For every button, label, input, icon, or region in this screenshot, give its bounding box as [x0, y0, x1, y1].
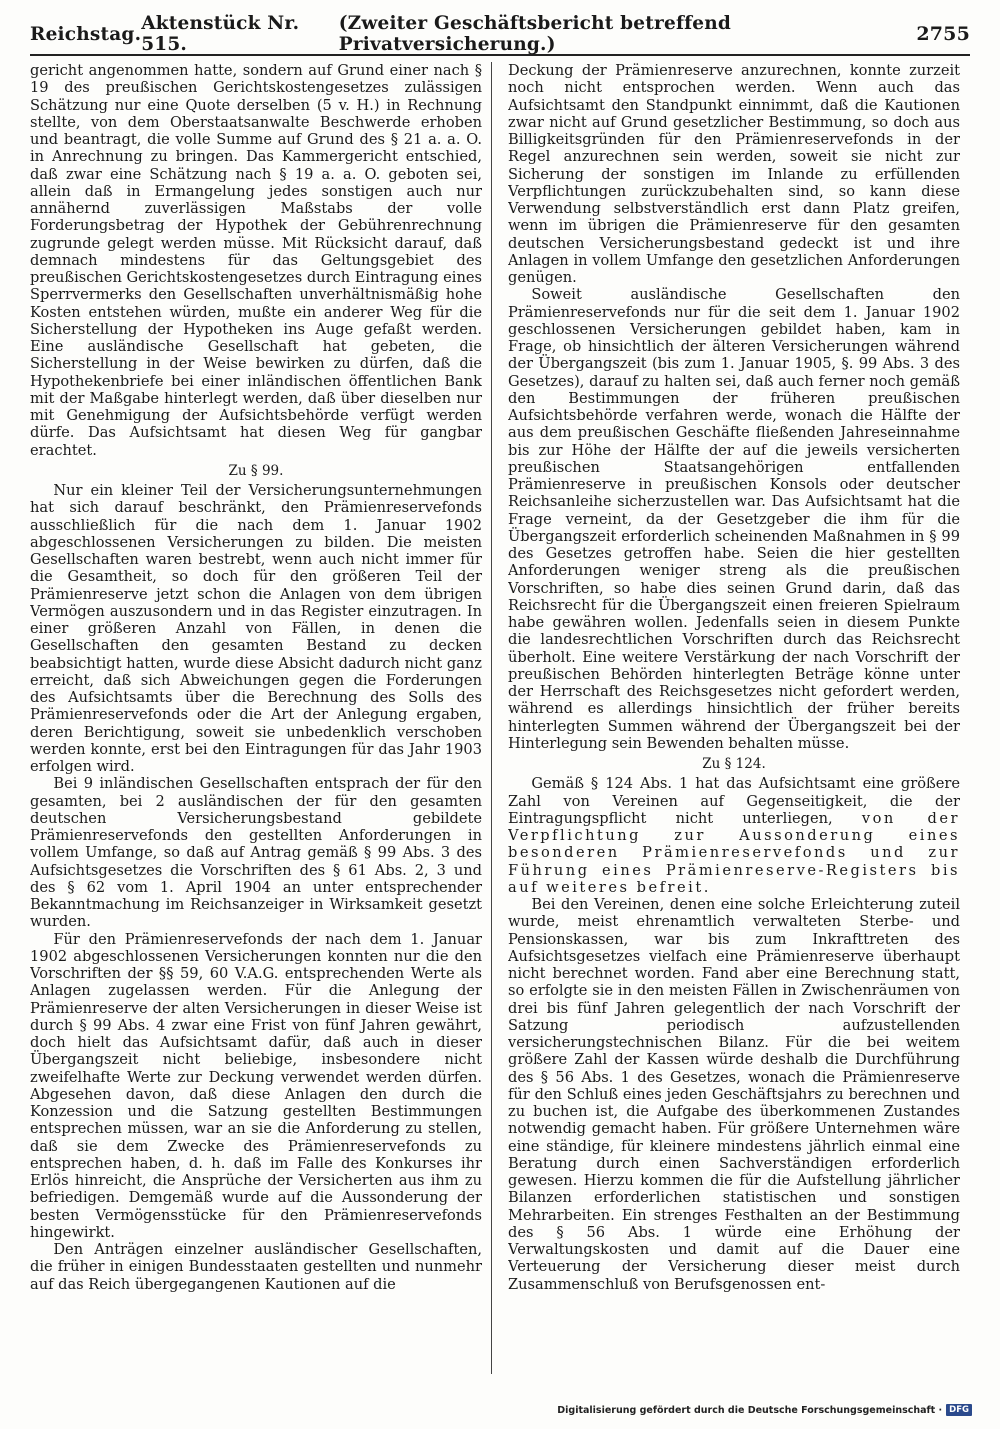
- footer-text: Digitalisierung gefördert durch die Deutsche Forschungsgemeinschaft ·: [557, 1404, 943, 1416]
- page-header: [30, 14, 970, 56]
- section-heading: Zu § 99.: [228, 462, 284, 479]
- page-number: 2755: [916, 23, 970, 45]
- paragraph: gericht angenommen hatte, sondern auf Grund einer nach § 19 des preußischen Gerichtskostengesetzes zulässigen Schätzung nur eine Quote derselben (5 v. H.) in Rechnung stellte, von dem Oberstaatsanwalte Beschwerde erhoben und beantragt, die volle Summe auf Grund des § 21 a. a. O. in Anrechnung zu bringen. Das Kammergericht entschied, daß zwar eine Schätzung nach § 19 a. a. O. geboten sei, allein daß in Ermangelung jedes sonstigen auch nur annähernd zuverlässigen Maßstabs der volle Forderungsbetrag der Hypothek der Gebührenrechnung zugrunde gelegt werden müsse. Mit Rücksicht darauf, daß demnach mindestens für das Geltungsgebiet des preußischen Gerichtskostengesetzes durch Eintragung eines Sperrvermerks den Gesellschaften unverhältnismäßig hohe Kosten entstehen würden, mußte ein anderer Weg für die Sicherstellung der Hypotheken ins Auge gefaßt werden. Eine ausländische Gesellschaft hat gebeten, die Sicherstellung in der Weise bewirken zu dürfen, daß die Hypothekenbriefe bei einer inländischen öffentlichen Bank mit der Maßgabe hinterlegt werden, daß über dieselben nur mit Genehmigung der Aufsichtsbehörde verfügt werden dürfe. Das Aufsichtsamt hat diesen Weg für gangbar erachtet.: [30, 62, 482, 459]
- paragraph: Bei den Vereinen, denen eine solche Erleichterung zuteil wurde, meist ehrenamtlich verwalteten Sterbe- und Pensionskassen, war bis zum Inkrafttreten des Aufsichtsgesetzes vielfach eine Prämienreserve überhaupt nicht berechnet worden. Fand aber eine Berechnung statt, so erfolgte sie in den meisten Fällen in Zwischenräumen von drei bis fünf Jahren gelegentlich der nach Vorschrift der Satzung periodisch aufzustellenden versicherungstechnischen Bilanz. Für die bei weitem größere Zahl der Kassen würde deshalb die Durchführung des § 56 Abs. 1 des Gesetzes, wonach die Prämienreserve für den Schluß eines jeden Geschäftsjahrs zu berechnen und zu buchen ist, die Aufgabe des überkommenen Zustandes notwendig gemacht haben. Für größere Unternehmen wäre eine ständige, für kleinere mindestens jährlich einmal eine Beratung durch einen Sachverständigen erforderlich gewesen. Hierzu kommen die für die Aufstellung jährlicher Bilanzen erforderlichen statistischen und sonstigen Mehrarbeiten. Ein strenges Festhalten an der Bestimmung des § 56 Abs. 1 würde eine Erhöhung der Verwaltungskosten und damit auf die Dauer eine Verteuerung der Versicherung dieser meist durch Zusammenschluß von Berufsgenossen ent-: [508, 896, 960, 1293]
- paragraph: [508, 775, 960, 896]
- section-heading: Zu § 124.: [702, 756, 766, 772]
- left-column: [30, 62, 482, 1374]
- footer-credit: [557, 1402, 972, 1418]
- header-document-number: Aktenstück Nr. 515.: [141, 13, 300, 55]
- paragraph: Den Anträgen einzelner ausländischer Gesellschaften, die früher in einigen Bundesstaaten gestellten und nunmehr auf das Reich übergegangenen Kautionen auf die: [30, 1241, 482, 1293]
- column-divider: [491, 62, 492, 1374]
- paragraph: Für den Prämienreservefonds der nach dem 1. Januar 1902 abgeschlossenen Versicherungen konnten nur die den Vorschriften der §§ 59, 60 V.A.G. entsprechenden Werte als Anlagen zugelassen werden. Für die Anlegung der Prämienreserve der alten Versicherungen in dieser Weise ist durch § 99 Abs. 4 zwar eine Frist von fünf Jahren gewährt, doch hielt das Aufsichtsamt dafür, daß auch in dieser Übergangszeit nicht beliebige, insbesondere nicht zweifelhafte Werte zur Deckung verwendet werden dürfen. Abgesehen davon, daß diese Anlagen den durch die Konzession und die Satzung gestellten Bestimmungen entsprechen müssen, war an sie die Anforderung zu stellen, daß sie dem Zwecke des Prämienreservefonds zu entsprechen haben, d. h. daß im Falle des Konkurses ihr Erlös hinreicht, die Ansprüche der Versicherten aus ihm zu befriedigen. Demgemäß wurde auf die Aussonderung der besten Vermögensstücke für den Prämienreservefonds hingewirkt.: [30, 930, 482, 1241]
- header-left: Reichstag.: [30, 23, 142, 45]
- dfg-logo: DFG: [946, 1404, 972, 1416]
- emphasized-text: von der Verpflichtung zur Aussonderung eines besonderen Prämienreservefonds und zur Führung eines Prämienreserve-Registers bis auf weiteres befreit.: [508, 809, 960, 896]
- paragraph: Nur ein kleiner Teil der Versicherungsunternehmungen hat sich darauf beschränkt, den Prämienreservefonds ausschließlich für die nach dem 1. Januar 1902 abgeschlossenen Versicherungen zu bilden. Die meisten Gesellschaften waren bestrebt, wenn auch nicht immer für die Gesamtheit, so doch für den größeren Teil der Prämienreserve jetzt schon die Anlagen von dem übrigen Vermögen auszusondern und in das Register einzutragen. In einer größeren Anzahl von Fällen, in denen die Gesellschaften den gesamten Bestand zu decken beabsichtigt hatten, wurde diese Absicht dadurch nicht ganz erreicht, daß sich Abweichungen gegen die Forderungen des Aufsichtsamts über die Berechnung des Solls des Prämienreservefonds oder die Art der Anlegung ergaben, deren Berichtigung, soweit sie unbedenklich verschoben werden konnte, erst bei den Eintragungen für das Jahr 1903 erfolgen wird.: [30, 482, 482, 775]
- paragraph: Soweit ausländische Gesellschaften den Prämienreservefonds nur für die seit dem 1. Januar 1902 geschlossenen Versicherungen gebildet haben, kam in Frage, ob hinsichtlich der älteren Versicherungen während der Übergangszeit (bis zum 1. Januar 1905, §. 99 Abs. 3 des Gesetzes), darauf zu halten sei, daß auch ferner noch gemäß den Bestimmungen der früheren preußischen Aufsichtsbehörde verfahren werde, wonach die Hälfte der aus dem preußischen Geschäfte fließenden Jahreseinnahme bis zur Höhe der Hälfte der auf die jeweils versicherten preußischen Staatsangehörigen entfallenden Prämienreserve in preußischen Konsols oder deutscher Reichsanleihe sicherzustellen war. Das Aufsichtsamt hat die Frage verneint, da der Gesetzgeber die ihm für die Übergangszeit erforderlich scheinenden Maßnahmen in § 99 des Gesetzes getroffen habe. Seien die hier gestellten Anforderungen weniger streng als die preußischen Vorschriften, so habe dies seinen Grund darin, daß das Reichsrecht für die Übergangszeit einen freieren Spielraum habe gewähren wollen. Jedenfalls seien in diesem Punkte die landesrechtlichen Vorschriften durch das Reichsrecht überholt. Eine weitere Verstärkung der nach Vorschrift der preußischen Behörden hinterlegten Beträge könne unter der Herrschaft des Reichsgesetzes nicht gefordert werden, während es allerdings hinsichtlich der früher bereits hinterlegten Summen während der Übergangszeit bei der Hinterlegung sein Bewenden behalten müsse.: [508, 286, 960, 752]
- paragraph: Deckung der Prämienreserve anzurechnen, konnte zurzeit noch nicht entsprochen werden. Wenn auch das Aufsichtsamt den Standpunkt einnimmt, daß die Kautionen zwar nicht auf Grund gesetzlicher Bestimmung, so doch aus Billigkeitsgründen für den Prämienreservefonds in der Regel anzurechnen sein werden, soweit sie nicht zur Sicherung der sonstigen im Inlande zu erfüllenden Verpflichtungen zurückzubehalten sind, so kann diese Verwendung selbstverständlich erst dann Platz greifen, wenn im übrigen die Prämienreserve für den gesamten deutschen Versicherungsbestand gedeckt ist und ihre Anlagen in vollem Umfange den gesetzlichen Anforderungen genügen.: [508, 62, 960, 286]
- paragraph: Bei 9 inländischen Gesellschaften entsprach der für den gesamten, bei 2 ausländischen der für den gesamten deutschen Versicherungsbestand gebildete Prämienreservefonds den gestellten Anforderungen in vollem Umfange, so daß auf Antrag gemäß § 99 Abs. 3 des Aufsichtsgesetzes die Vorschriften des § 61 Abs. 2, 3 und des § 62 vom 1. April 1904 an unter entsprechender Bekanntmachung im Reichsanzeiger in Wirksamkeit gesetzt wurden.: [30, 775, 482, 931]
- header-title: (Zweiter Geschäftsbericht betreffend Privatversicherung.): [338, 13, 732, 55]
- right-column: [508, 62, 960, 1374]
- paragraph-text: Gemäß § 124 Abs. 1 hat das Aufsichtsamt eine größere Zahl von Vereinen auf Gegenseitigkeit, die der Eintragungspflicht nicht unterliegen,: [508, 775, 960, 827]
